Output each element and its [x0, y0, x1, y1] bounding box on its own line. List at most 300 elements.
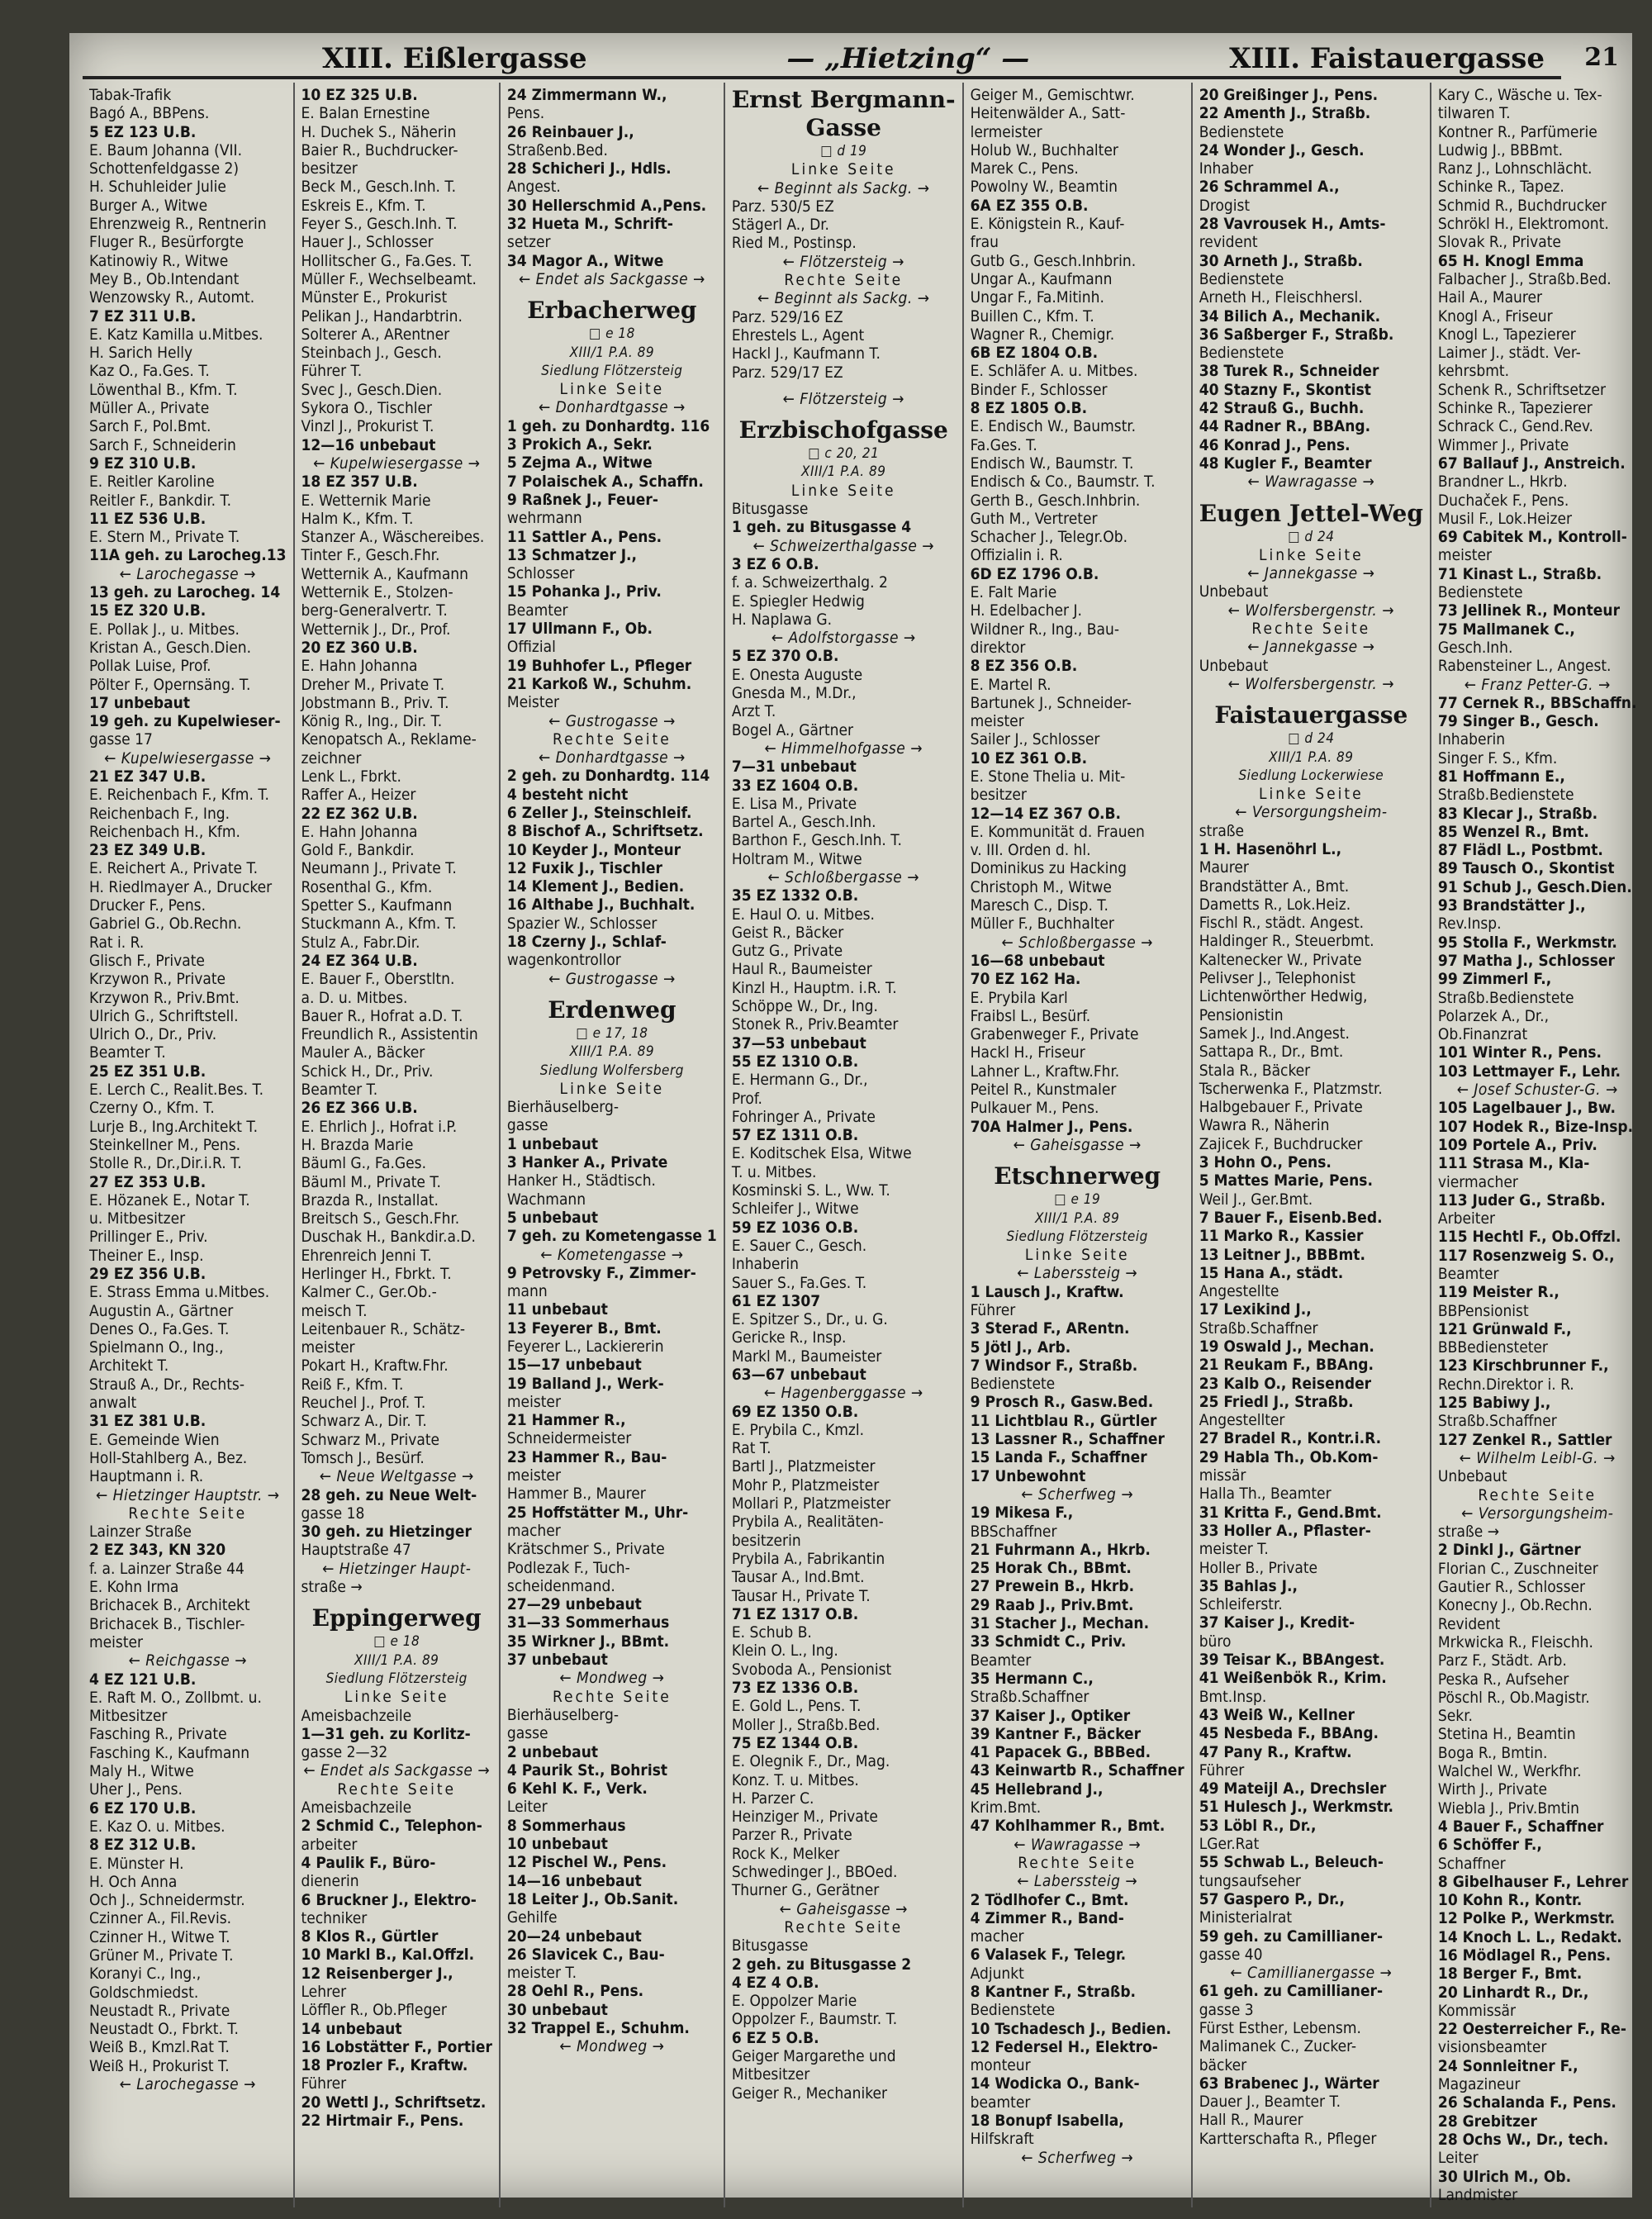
directory-entry: Brazda R., Installat.: [301, 1190, 439, 1209]
directory-entry: 95 Stolla F., Werkmstr.: [1437, 933, 1617, 952]
street-title: Eppingerweg: [311, 1604, 482, 1632]
directory-entry: Holtram M., Witwe: [731, 849, 862, 868]
directory-entry: 119 Meister R.,: [1437, 1283, 1559, 1302]
directory-entry: Reichenbach F., Ing.: [89, 804, 230, 823]
directory-entry: lermeister: [970, 122, 1042, 141]
header-rule: [83, 76, 1561, 79]
directory-entry: 30 geh. zu Hietzinger: [301, 1523, 472, 1542]
side-heading: Linke Seite: [1258, 785, 1364, 804]
directory-entry: 7 EZ 311 U.B.: [89, 306, 197, 325]
directory-entry: E. Strass Emma u.Mitbes.: [89, 1283, 270, 1302]
directory-entry: Schwedinger J., BBOed.: [731, 1863, 898, 1882]
directory-entry: 44 Radner R., BBAng.: [1199, 417, 1371, 436]
directory-entry: Glisch F., Private: [89, 951, 205, 970]
directory-entry: 9 Raßnek J., Feuer-: [506, 490, 658, 509]
directory-entry: Brandstätter A., Bmt.: [1199, 877, 1350, 896]
spacer: [301, 1596, 492, 1604]
directory-entry: Feyer S., Gesch.Inh. T.: [301, 215, 458, 234]
directory-entry: Hackl H., Friseur: [970, 1043, 1085, 1062]
directory-entry: berg-Generalvertr. T.: [301, 601, 448, 620]
directory-entry: Pelivser J., Telephonist: [1199, 969, 1355, 988]
directory-entry: 37—53 unbebaut: [731, 1033, 866, 1052]
directory-entry: Sarch F., Schneiderin: [89, 435, 236, 454]
directory-entry: Falbacher J., Straßb.Bed.: [1437, 269, 1612, 288]
directory-entry: Führer: [1199, 1760, 1245, 1779]
directory-entry: Haldinger R., Steuerbmt.: [1199, 932, 1374, 951]
directory-entry: 22 EZ 362 U.B.: [301, 804, 418, 823]
directory-entry: Maly H., Witwe: [89, 1762, 194, 1781]
directory-entry: Raffer A., Heizer: [301, 786, 416, 805]
directory-entry: Gutb G., Gesch.Inhbrin.: [970, 251, 1137, 270]
directory-entry: 35 EZ 1332 O.B.: [731, 886, 859, 905]
directory-entry: 11 Lichtblau R., Gürtler: [970, 1411, 1157, 1430]
directory-entry: 9 Prosch R., Gasw.Bed.: [970, 1393, 1154, 1412]
directory-entry: 103 Lettmayer F., Lehr.: [1437, 1062, 1621, 1081]
directory-entry: 73 EZ 1336 O.B.: [731, 1679, 859, 1698]
directory-entry: Kosminski S. L., Ww. T.: [731, 1181, 890, 1200]
directory-entry: Straßb.Bedienstete: [1437, 988, 1574, 1007]
directory-entry: Maresch C., Disp. T.: [970, 896, 1108, 915]
header-right-street: XIII. Faistauergasse: [1229, 42, 1545, 75]
directory-entry: 6 Zeller J., Steinschleif.: [506, 803, 692, 822]
directory-entry: 81 Hoffmann E.,: [1437, 767, 1565, 786]
directory-entry: Bitusgasse: [731, 500, 809, 519]
directory-entry: 24 Zimmermann W.,: [506, 86, 667, 104]
directory-entry: 42 Strauß G., Buchh.: [1199, 399, 1365, 418]
directory-entry: 11 unbebaut: [506, 1300, 608, 1319]
directory-entry: 12 Pischel W., Pens.: [506, 1853, 667, 1872]
directory-entry: Parz. 529/16 EZ: [731, 307, 843, 326]
directory-entry: E. Reichenbach F., Kfm. T.: [89, 786, 269, 805]
directory-entry: 6 EZ 5 O.B.: [731, 2028, 819, 2047]
directory-entry: E. Prybila C., Kmzl.: [731, 1420, 865, 1439]
directory-entry: techniker: [301, 1908, 368, 1927]
directory-entry: Ulrich G., Schriftstell.: [89, 1006, 239, 1025]
directory-entry: Inhaberin: [731, 1255, 799, 1274]
directory-entry: 37 unbebaut: [506, 1651, 608, 1670]
directory-entry: Pokart H., Kraftw.Fhr.: [301, 1357, 449, 1376]
directory-entry: Gerth B., Gesch.Inhbrin.: [970, 491, 1141, 510]
directory-entry: 34 Bilich A., Mechanik.: [1199, 306, 1381, 325]
directory-entry: 35 Bahlas J.,: [1199, 1576, 1298, 1595]
directory-entry: Fraibsl L., Besürf.: [970, 1006, 1091, 1025]
directory-entry: Krim.Bmt.: [970, 1798, 1042, 1817]
directory-entry: Stägerl A., Dr.: [731, 216, 829, 235]
directory-entry: E. Baum Johanna (VII.: [89, 140, 243, 159]
directory-entry: 8 Klos R., Gürtler: [301, 1927, 439, 1946]
directory-entry: Och J., Schneidermstr.: [89, 1891, 245, 1910]
directory-entry: Stolle R., Dr.,Dir.i.R. T.: [89, 1154, 242, 1173]
directory-entry: Wawra R., Näherin: [1199, 1116, 1330, 1135]
directory-entry: Podlezak F., Tuch-: [506, 1558, 630, 1577]
directory-entry: 70A Halmer J., Pens.: [970, 1117, 1133, 1136]
directory-entry: Beamter T.: [89, 1043, 166, 1062]
directory-entry: Oppolzer F., Baumstr. T.: [731, 2010, 898, 2029]
directory-entry: Heinziger M., Private: [731, 1808, 878, 1827]
cross-street: ← Kupelwiesergasse →: [103, 748, 272, 767]
directory-entry: Rosenthal G., Kfm.: [301, 877, 433, 896]
cross-street: ← Gustrogasse →: [548, 711, 676, 730]
directory-entry: 2 EZ 343, KN 320: [89, 1541, 226, 1560]
directory-entry: Schinke R., Tapezierer: [1437, 399, 1593, 418]
directory-entry: E. Raft M. O., Zollbmt. u.: [89, 1688, 262, 1707]
directory-entry: Fohringer A., Private: [731, 1107, 876, 1126]
directory-entry: 48 Kugler F., Beamter: [1199, 454, 1372, 473]
directory-entry: 89 Tausch O., Skontist: [1437, 859, 1615, 878]
directory-entry: Stetina H., Beamtin: [1437, 1725, 1576, 1744]
cross-street: ← Donhardtgasse →: [538, 398, 686, 417]
directory-entry: E. Lisa M., Private: [731, 794, 857, 813]
directory-entry: E. Olegnik F., Dr., Mag.: [731, 1752, 890, 1771]
directory-entry: H. Edelbacher J.: [970, 601, 1082, 620]
directory-entry: 3 Sterad F., ARentn.: [970, 1319, 1130, 1338]
directory-entry: 71 Kinast L., Straßb.: [1437, 564, 1602, 583]
directory-entry: Wirth J., Private: [1437, 1780, 1548, 1799]
directory-entry: 69 EZ 1350 O.B.: [731, 1402, 859, 1421]
directory-entry: Powolny W., Beamtin: [970, 178, 1118, 197]
directory-entry: 8 Gibelhauser F., Lehrer: [1437, 1872, 1629, 1891]
directory-entry: 38 Turek R., Schneider: [1199, 362, 1379, 381]
directory-entry: 93 Brandstätter J.,: [1437, 896, 1586, 915]
directory-entry: 11 Sattler A., Pens.: [506, 527, 662, 546]
cross-street: ← Gaheisgasse →: [779, 1899, 908, 1918]
directory-entry: 23 Hammer R., Bau-: [506, 1447, 667, 1466]
directory-entry: straße: [1199, 821, 1245, 840]
directory-entry: Rat T.: [731, 1439, 771, 1458]
directory-entry: Lurje B., Ing.Architekt T.: [89, 1117, 259, 1136]
directory-entry: 18 Leiter J., Ob.Sanit.: [506, 1889, 679, 1908]
directory-entry: 7 Windsor F., Straßb.: [970, 1356, 1138, 1375]
directory-entry: Heitenwälder A., Satt-: [970, 104, 1126, 123]
directory-entry: Pollak Luise, Prof.: [89, 657, 211, 676]
directory-entry: E. Stone Thelia u. Mit-: [970, 767, 1126, 786]
directory-entry: 5 unbebaut: [506, 1208, 599, 1227]
directory-entry: Führer T.: [301, 362, 363, 381]
cross-street: ← Wawragasse →: [1014, 1835, 1142, 1854]
directory-entry: 26 Slavicek C., Bau-: [506, 1945, 665, 1964]
directory-entry: Uher J., Pens.: [89, 1780, 183, 1799]
directory-entry: 28 Oehl R., Pens.: [506, 1982, 644, 2001]
directory-entry: 28 Vavrousek H., Amts-: [1199, 215, 1386, 234]
cross-street: Siedlung Flötzersteig: [541, 362, 683, 379]
directory-entry: 6B EZ 1804 O.B.: [970, 344, 1099, 363]
directory-entry: 45 Hellebrand J.,: [970, 1779, 1104, 1798]
directory-entry: 32 Hueta M., Schrift-: [506, 215, 673, 234]
directory-entry: 8 EZ 1805 O.B.: [970, 399, 1088, 418]
spacer: [1199, 492, 1423, 500]
directory-entry: Bäuml M., Private T.: [301, 1172, 441, 1191]
directory-entry: Wildner R., Ing., Bau-: [970, 620, 1119, 639]
cross-street: Siedlung Lockerwiese: [1238, 767, 1384, 784]
cross-street: ← Scherfweg →: [1021, 2148, 1134, 2167]
directory-entry: Hammer B., Maurer: [506, 1485, 646, 1504]
directory-entry: Christoph M., Witwe: [970, 877, 1112, 896]
directory-entry: 30 unbebaut: [506, 2000, 608, 2019]
directory-entry: 9 Petrovsky F., Zimmer-: [506, 1263, 696, 1282]
directory-entry: Breitsch S., Gesch.Fhr.: [301, 1209, 460, 1228]
directory-entry: Spetter S., Kaufmann: [301, 896, 453, 915]
directory-entry: 43 Keinwartb R., Schaffner: [970, 1761, 1184, 1780]
cross-street: ← Jannekgasse →: [1247, 638, 1375, 657]
directory-entry: Svoboda A., Pensionist: [731, 1660, 892, 1679]
cross-street: ← Schloßbergasse →: [1001, 933, 1153, 952]
directory-entry: 27 EZ 353 U.B.: [89, 1172, 206, 1191]
directory-entry: Lainzer Straße: [89, 1523, 192, 1542]
directory-entry: Laimer J., städt. Ver-: [1437, 344, 1581, 363]
directory-entry: Pulkauer M., Pens.: [970, 1099, 1099, 1118]
directory-entry: Geiger R., Mechaniker: [731, 2084, 887, 2103]
directory-entry: Jobstmann B., Priv. T.: [301, 693, 449, 712]
directory-entry: Rev.Insp.: [1437, 915, 1502, 934]
directory-entry: Meister: [506, 693, 560, 712]
directory-entry: 13 geh. zu Larocheg. 14: [89, 583, 281, 602]
directory-entry: 26 Reinbauer J.,: [506, 122, 634, 141]
directory-column-4: [725, 83, 964, 2207]
cross-street: ← Laberssteig →: [1017, 1264, 1138, 1283]
directory-entry: 31 Kritta F., Gend.Bmt.: [1199, 1503, 1382, 1522]
directory-entry: Duchaček F., Pens.: [1437, 491, 1569, 510]
directory-entry: Schleiferstr.: [1199, 1595, 1283, 1614]
directory-entry: Drucker F., Pens.: [89, 896, 206, 915]
page-header: [83, 40, 1619, 78]
directory-entry: Marek C., Pens.: [970, 159, 1079, 178]
directory-entry: Bedienstete: [970, 2001, 1056, 2020]
directory-entry: Gautier R., Schlosser: [1437, 1578, 1586, 1597]
directory-entry: Knogl L., Tapezierer: [1437, 325, 1576, 344]
directory-entry: gasse 40: [1199, 1945, 1263, 1964]
directory-entry: Walchel W., Werkfhr.: [1437, 1762, 1582, 1781]
directory-entry: Ulrich O., Dr., Priv.: [89, 1025, 217, 1044]
directory-column-6: [1193, 83, 1431, 2207]
directory-entry: Kristan A., Gesch.Dien.: [89, 638, 251, 657]
directory-entry: 7—31 unbebaut: [731, 758, 857, 777]
directory-entry: 19 Buhhofer L., Pfleger: [506, 656, 692, 675]
directory-entry: Ehrenreich Jenni T.: [301, 1246, 432, 1265]
directory-entry: E. Spiegler Hedwig: [731, 592, 865, 611]
directory-entry: 125 Babiwy J.,: [1437, 1394, 1551, 1413]
directory-entry: Angestellter: [1199, 1411, 1285, 1430]
directory-entry: Schacher J., Telegr.Ob.: [970, 528, 1128, 547]
directory-entry: Krzywon R., Priv.Bmt.: [89, 988, 240, 1007]
cross-street: □ e 18: [373, 1633, 420, 1651]
directory-entry: Wetternik E., Stolzen-: [301, 583, 453, 602]
directory-entry: Bogel A., Gärtner: [731, 720, 854, 739]
directory-entry: 41 Weißenbök R., Krim.: [1199, 1669, 1387, 1688]
directory-entry: dienerin: [301, 1872, 359, 1891]
directory-entry: E. Kommunität d. Frauen: [970, 822, 1145, 841]
directory-entry: Konecny J., Ob.Rechn.: [1437, 1596, 1593, 1615]
directory-entry: Bmt.Insp.: [1199, 1687, 1267, 1706]
directory-entry: 20 Wettl J., Schriftsetz.: [301, 2093, 487, 2112]
directory-entry: Reichenbach H., Kfm.: [89, 822, 240, 841]
cross-street: ← Beginnt als Sackg. →: [757, 289, 930, 308]
directory-entry: straße →: [301, 1578, 363, 1597]
directory-entry: 27—29 unbebaut: [506, 1595, 642, 1614]
directory-entry: Endisch & Co., Baumstr. T.: [970, 473, 1156, 492]
directory-entry: anwalt: [89, 1394, 137, 1413]
directory-entry: Solterer A., ARentner: [301, 325, 450, 344]
directory-entry: Straßb.Schaffner: [970, 1688, 1089, 1707]
directory-entry: Sykora O., Tischler: [301, 399, 433, 418]
directory-entry: 111 Strasa M., Kla-: [1437, 1154, 1590, 1173]
directory-entry: E. Haul O. u. Mitbes.: [731, 905, 875, 924]
directory-entry: Löwenthal B., Kfm. T.: [89, 380, 238, 399]
directory-entry: 28 Grebitzer: [1437, 2112, 1537, 2131]
directory-entry: 18 Prozler F., Kraftw.: [301, 2056, 468, 2075]
directory-entry: E. Hahn Johanna: [301, 657, 418, 676]
directory-entry: Offizial: [506, 638, 556, 657]
directory-entry: 1 geh. zu Bitusgasse 4: [731, 518, 912, 537]
directory-entry: Bedienstete: [1199, 344, 1284, 363]
directory-entry: Architekt T.: [89, 1357, 169, 1376]
directory-entry: 13 Lassner R., Schaffner: [970, 1430, 1165, 1449]
directory-entry: H. Och Anna: [89, 1872, 178, 1891]
directory-entry: Herlinger H., Fbrkt. T.: [301, 1265, 452, 1283]
cross-street: ← Gaheisgasse →: [1013, 1135, 1142, 1154]
directory-entry: 8 Kantner F., Straßb.: [970, 1982, 1137, 2001]
directory-entry: f. a. Schweizerthalg. 2: [731, 573, 888, 592]
cross-street: Siedlung Wolfersberg: [539, 1062, 684, 1079]
directory-entry: 22 Oesterreicher F., Re-: [1437, 2020, 1627, 2039]
directory-entry: 28 Ochs W., Dr., tech.: [1437, 2130, 1609, 2149]
directory-entry: v. III. Orden d. hl.: [970, 841, 1091, 860]
directory-entry: 1—31 geh. zu Korlitz-: [301, 1724, 471, 1743]
directory-entry: Burger A., Witwe: [89, 196, 208, 215]
directory-entry: Konz. T. u. Mitbes.: [731, 1770, 859, 1789]
directory-entry: zeichner: [301, 748, 362, 767]
directory-entry: 25 EZ 351 U.B.: [89, 1062, 206, 1081]
directory-entry: 21 EZ 347 U.B.: [89, 767, 206, 786]
side-heading: Linke Seite: [790, 481, 896, 500]
directory-entry: 5 Jötl J., Arb.: [970, 1338, 1071, 1357]
directory-entry: 21 Karkoß W., Schuhm.: [506, 674, 692, 693]
directory-entry: Pelikan J., Handarbtrin.: [301, 306, 463, 325]
directory-entry: Ehrenzweig R., Rentnerin: [89, 215, 267, 234]
directory-entry: Unbebaut: [1199, 582, 1269, 601]
directory-entry: 63—67 unbebaut: [731, 1366, 866, 1384]
directory-entry: 6 Valasek F., Telegr.: [970, 1946, 1127, 1965]
directory-entry: Peska R., Aufseher: [1437, 1670, 1569, 1689]
directory-entry: E. Bauer F., Oberstltn.: [301, 970, 455, 989]
directory-entry: wehrmann: [506, 509, 582, 528]
directory-entry: BBSchaffner: [970, 1522, 1057, 1541]
side-heading: Linke Seite: [1258, 545, 1364, 564]
directory-entry: 77 Cernek R., BBSchaffn.: [1437, 693, 1637, 712]
directory-entry: T. u. Mitbes.: [731, 1162, 817, 1181]
street-title: Etschnerweg: [994, 1162, 1161, 1190]
directory-entry: kehrsbmt.: [1437, 362, 1510, 381]
directory-entry: 14 Klement J., Bedien.: [506, 877, 685, 896]
directory-entry: Neumann J., Private T.: [301, 859, 457, 878]
directory-entry: Freundlich R., Assistentin: [301, 1025, 478, 1044]
directory-entry: 12 Polke P., Werkmstr.: [1437, 1909, 1616, 1928]
cross-street: ← Franz Petter-G. →: [1464, 675, 1611, 694]
directory-entry: 11A geh. zu Larocheg.13: [89, 546, 287, 565]
directory-entry: 10 unbebaut: [506, 1835, 608, 1854]
cross-street: □ d 24: [1288, 730, 1335, 748]
directory-entry: 61 geh. zu Camillianer-: [1199, 1982, 1384, 2001]
cross-street: ← Laberssteig →: [1017, 1872, 1138, 1891]
directory-entry: Geiger M., Gemischtwr.: [970, 86, 1135, 104]
street-title: Erzbischofgasse: [738, 416, 948, 444]
cross-street: ← Hietzinger Haupt-: [322, 1559, 472, 1578]
directory-entry: visionsbeamter: [1437, 2038, 1547, 2057]
directory-entry: 75 EZ 1344 O.B.: [731, 1733, 859, 1752]
directory-entry: Florian C., Zuschneiter: [1437, 1559, 1598, 1578]
directory-entry: E. Münster H.: [89, 1854, 184, 1873]
directory-entry: Inhaber: [1199, 159, 1254, 178]
directory-entry: Bagó A., BBPens.: [89, 104, 210, 123]
directory-entry: 18 Berger F., Bmt.: [1437, 1965, 1583, 1984]
directory-entry: 20—24 unbebaut: [506, 1927, 642, 1946]
directory-entry: beamter: [970, 2093, 1031, 2112]
directory-entry: E. Oppolzer Marie: [731, 1992, 857, 2011]
directory-entry: Tinter F., Gesch.Fhr.: [301, 546, 440, 565]
directory-entry: 16—68 unbebaut: [970, 951, 1105, 970]
spacer: [732, 408, 956, 416]
directory-entry: 115 Hechtl F., Ob.Offzl.: [1437, 1228, 1621, 1247]
directory-entry: Sarch F., Pol.Bmt.: [89, 417, 211, 436]
directory-entry: E. Lerch C., Realit.Bes. T.: [89, 1081, 264, 1100]
directory-entry: Schöppe W., Dr., Ing.: [731, 997, 878, 1016]
directory-entry: Beamter T.: [301, 1081, 378, 1100]
directory-entry: 34 Magor A., Witwe: [506, 251, 664, 270]
directory-entry: 91 Schub J., Gesch.Dien.: [1437, 877, 1632, 896]
cross-street: XIII/1 P.A. 89: [1269, 748, 1354, 766]
directory-entry: Müller A., Private: [89, 399, 210, 418]
directory-entry: Svec J., Gesch.Dien.: [301, 380, 443, 399]
directory-entry: 3 EZ 6 O.B.: [731, 554, 819, 573]
directory-entry: 2 Dinkl J., Gärtner: [1437, 1541, 1581, 1560]
directory-entry: 10 Kohn R., Kontr.: [1437, 1891, 1583, 1910]
directory-entry: Ungar F., Fa.Mitinh.: [970, 288, 1104, 307]
directory-entry: Katinowiy R., Witwe: [89, 251, 229, 270]
directory-entry: H. Sarich Helly: [89, 344, 193, 363]
header-district: — „Hietzing“ —: [786, 42, 1030, 75]
directory-entry: Kommissär: [1437, 2001, 1517, 2020]
directory-entry: Reuchel J., Prof. T.: [301, 1394, 426, 1413]
directory-entry: tilwaren T.: [1437, 104, 1511, 123]
directory-entry: 16 Lobstätter F., Portier: [301, 2037, 492, 2056]
directory-entry: 20 Greißinger J., Pens.: [1199, 86, 1379, 104]
directory-entry: meister: [89, 1632, 144, 1651]
directory-entry: meisch T.: [301, 1301, 368, 1320]
cross-street: ← Josef Schuster-G. →: [1456, 1081, 1618, 1100]
directory-entry: 73 Jellinek R., Monteur: [1437, 601, 1621, 620]
directory-entry: 4 Paurik St., Bohrist: [506, 1760, 668, 1779]
directory-entry: Musil F., Lok.Heizer: [1437, 509, 1573, 528]
directory-entry: Angestellte: [1199, 1282, 1279, 1301]
directory-entry: Gutz G., Private: [731, 942, 843, 961]
directory-entry: E. Onesta Auguste: [731, 665, 863, 684]
directory-entry: 28 geh. zu Neue Welt-: [301, 1485, 477, 1504]
directory-entry: Polarzek A., Dr.,: [1437, 1006, 1550, 1025]
directory-entry: 23 Kalb O., Reisender: [1199, 1374, 1372, 1393]
side-heading: Linke Seite: [1024, 1246, 1130, 1265]
directory-entry: setzer: [506, 233, 551, 252]
directory-entry: monteur: [970, 2056, 1031, 2075]
directory-entry: Schaffner: [1437, 1854, 1506, 1873]
directory-entry: Fischl R., städt. Angest.: [1199, 914, 1365, 933]
directory-entry: 27 Bradel R., Kontr.i.R.: [1199, 1429, 1382, 1448]
directory-entry: Czinner A., Fil.Revis.: [89, 1909, 232, 1928]
cross-street: ← Flötzersteig →: [782, 389, 904, 408]
directory-entry: Slovak R., Private: [1437, 233, 1561, 252]
directory-entry: 49 Mateijl A., Drechsler: [1199, 1779, 1387, 1798]
directory-entry: Tomsch J., Besürf.: [301, 1448, 425, 1467]
directory-entry: straße →: [1437, 1523, 1500, 1542]
directory-entry: 63 Brabenec J., Wärter: [1199, 2074, 1379, 2093]
